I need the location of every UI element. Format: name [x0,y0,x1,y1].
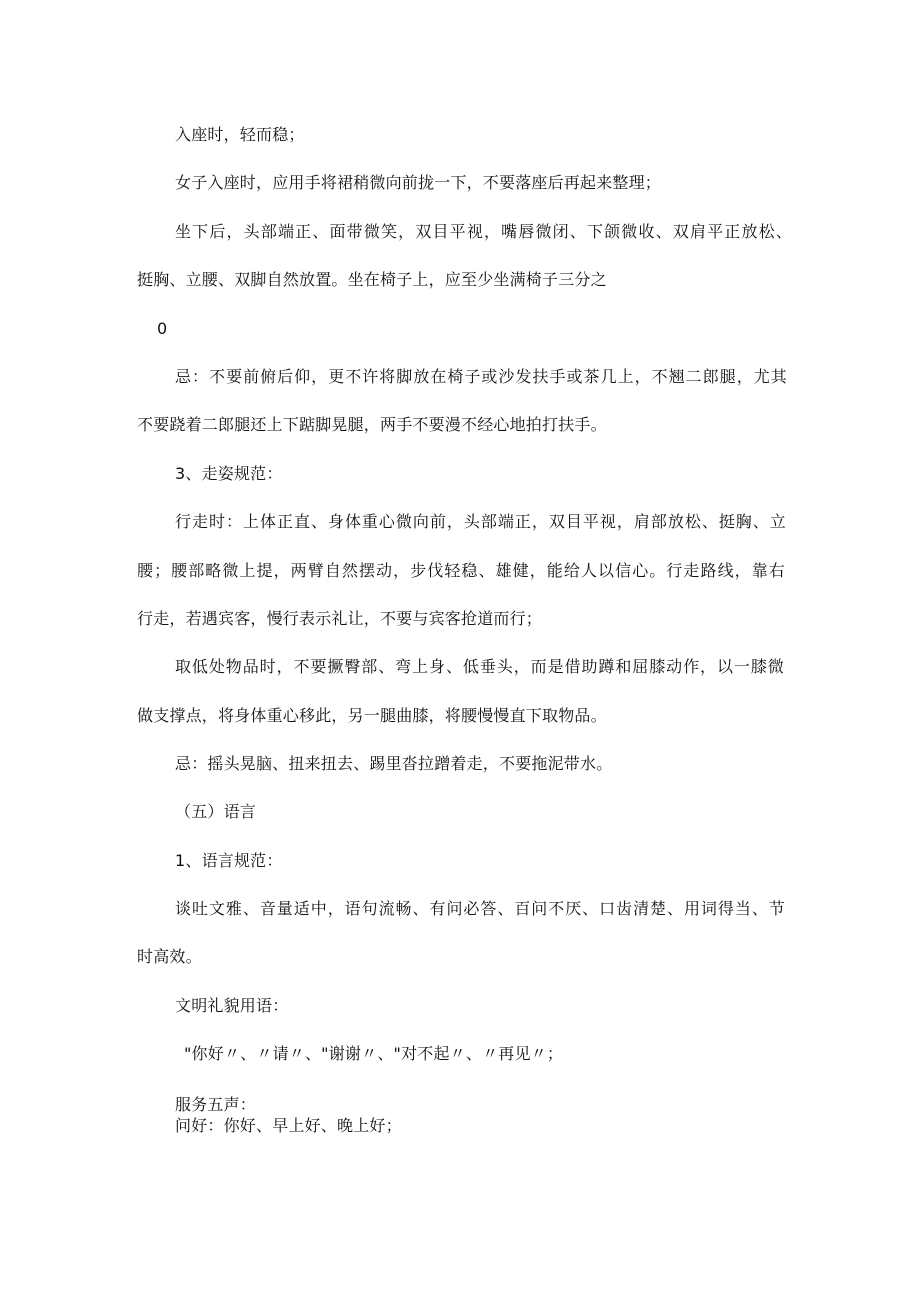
text-line: 行走时：上体正直、身体重心微向前，头部端正，双目平视，肩部放松、挺胸、立 [175,512,786,531]
text-line: 忌：摇头晃脑、扭来扭去、踢里沓拉蹭着走，不要拖泥带水。 [175,754,613,773]
text-line: 问好：你好、早上好、晚上好； [175,1116,402,1135]
text-line: 行走，若遇宾客，慢行表示礼让，不要与宾客抢道而行； [137,609,543,628]
section-heading: 1、语言规范： [175,851,283,870]
text-line: 做支撑点，将身体重心移此，另一腿曲膝，将腰慢慢直下取物品。 [137,706,607,725]
text-line: 女子入座时，应用手将裙稍微向前拢一下，不要落座后再起来整理； [175,173,662,192]
text-line: 入座时，轻而稳； [175,125,305,144]
text-line: 时高效。 [137,947,202,966]
text-line: 挺胸、立腰、双脚自然放置。坐在椅子上，应至少坐满椅子三分之 [137,270,607,289]
text-line: 腰；腰部略微上提，两臂自然摆动，步伐轻稳、雄健，能给人以信心。行走路线，靠右 [137,561,785,580]
text-line: 文明礼貌用语： [175,996,289,1015]
text-line: 0 [157,319,168,338]
section-heading: （五）语言 [175,802,257,821]
section-heading: 3、走姿规范： [175,464,283,483]
text-line: 不要跷着二郎腿还上下踮脚晃腿，两手不要漫不经心地拍打扶手。 [137,415,607,434]
text-line: 谈吐文雅、音量适中，语句流畅、有问必答、百问不厌、口齿清楚、用词得当、节 [175,899,785,918]
text-line: 服务五声： [175,1095,257,1114]
text-line: 忌：不要前俯后仰，更不许将脚放在椅子或沙发扶手或茶几上，不翘二郎腿，尤其 [175,367,787,386]
text-line: 取低处物品时，不要撅臀部、弯上身、低垂头，而是借助蹲和屈膝动作，以一膝微 [175,657,784,676]
text-line: "你好〃、〃请〃、"谢谢〃、"对不起〃、〃再见〃； [184,1044,564,1063]
text-line: 坐下后，头部端正、面带微笑，双目平视，嘴唇微闭、下颌微收、双肩平正放松、 [175,222,792,241]
